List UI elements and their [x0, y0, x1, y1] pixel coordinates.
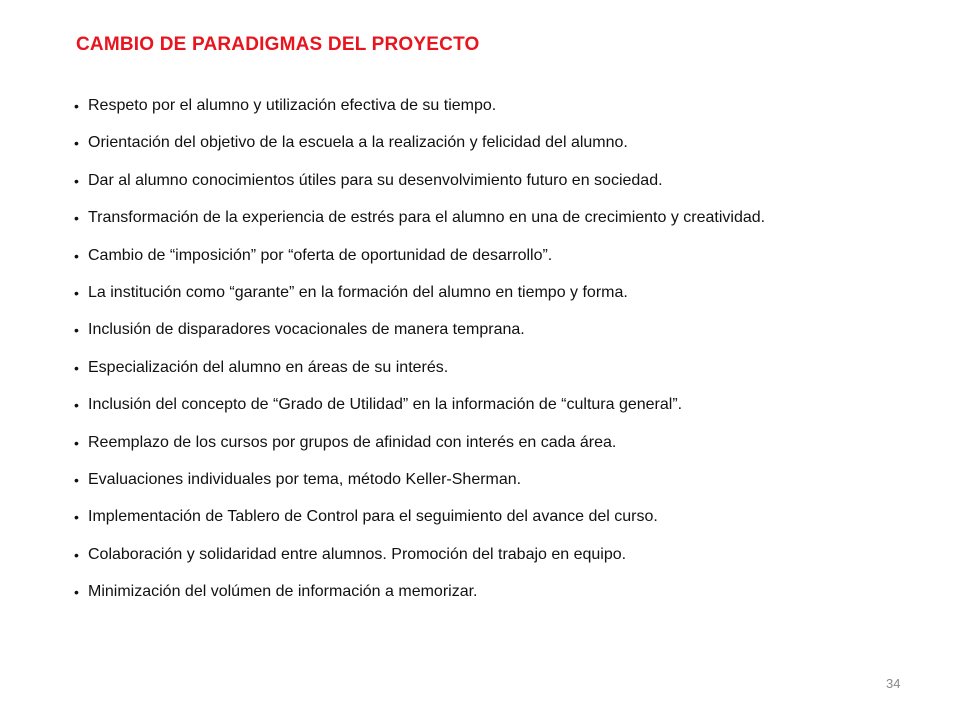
bullet-dot-icon: •	[74, 135, 79, 152]
bullet-dot-icon: •	[74, 397, 79, 414]
bullet-text: Cambio de “imposición” por “oferta de oportunidad de desarrollo”.	[88, 246, 553, 264]
bullet-text: Inclusión del concepto de “Grado de Utilidad” en la información de “cultura general”.	[88, 396, 683, 414]
bullet-item	[74, 466, 934, 503]
bullet-text: Orientación del objetivo de la escuela a la realización y felicidad del alumno.	[88, 134, 628, 152]
bullet-text: Minimización del volúmen de información a memorizar.	[88, 583, 478, 601]
slide-title: CAMBIO DE PARADIGMAS DEL PROYECTO	[76, 34, 480, 55]
bullet-dot-icon: •	[74, 359, 79, 376]
bullet-dot-icon: •	[74, 434, 79, 451]
bullet-text: Evaluaciones individuales por tema, método Keller-Sherman.	[88, 470, 522, 488]
bullet-item	[74, 129, 934, 166]
bullet-item	[74, 167, 934, 204]
bullet-dot-icon: •	[74, 284, 79, 301]
bullet-dot-icon: •	[74, 471, 79, 488]
bullet-text: Dar al alumno conocimientos útiles para su desenvolvimiento futuro en sociedad.	[88, 171, 663, 189]
bullet-text: Colaboración y solidaridad entre alumnos. Promoción del trabajo en equipo.	[88, 545, 627, 563]
bullet-text: Reemplazo de los cursos por grupos de afinidad con interés en cada área.	[88, 433, 617, 451]
bullet-item	[74, 279, 934, 316]
bullet-text: Transformación de la experiencia de estrés para el alumno en una de crecimiento y creatividad.	[88, 209, 766, 227]
bullet-text: Especialización del alumno en áreas de su interés.	[88, 358, 449, 376]
bullet-item	[74, 503, 934, 540]
page-number: 34	[886, 676, 901, 691]
bullet-text: Implementación de Tablero de Control para el seguimiento del avance del curso.	[88, 508, 658, 526]
bullet-item	[74, 242, 934, 279]
bullet-dot-icon: •	[74, 210, 79, 227]
bullet-item	[74, 429, 934, 466]
bullet-item	[74, 354, 934, 391]
bullet-dot-icon: •	[74, 322, 79, 339]
bullet-text: Inclusión de disparadores vocacionales de manera temprana.	[88, 321, 525, 339]
bullet-item	[74, 92, 934, 129]
bullet-dot-icon: •	[74, 247, 79, 264]
bullet-item	[74, 541, 934, 578]
bullet-dot-icon: •	[74, 98, 79, 114]
bullet-text: La institución como “garante” en la formación del alumno en tiempo y forma.	[88, 283, 628, 301]
bullet-dot-icon: •	[74, 546, 79, 563]
bullet-text: Respeto por el alumno y utilización efectiva de su tiempo.	[88, 97, 497, 114]
bullet-item	[74, 204, 934, 241]
bullet-list	[74, 92, 934, 615]
bullet-dot-icon: •	[74, 172, 79, 189]
bullet-item	[74, 316, 934, 353]
bullet-item	[74, 578, 934, 615]
bullet-dot-icon: •	[74, 584, 79, 601]
bullet-dot-icon: •	[74, 509, 79, 526]
bullet-item	[74, 391, 934, 428]
